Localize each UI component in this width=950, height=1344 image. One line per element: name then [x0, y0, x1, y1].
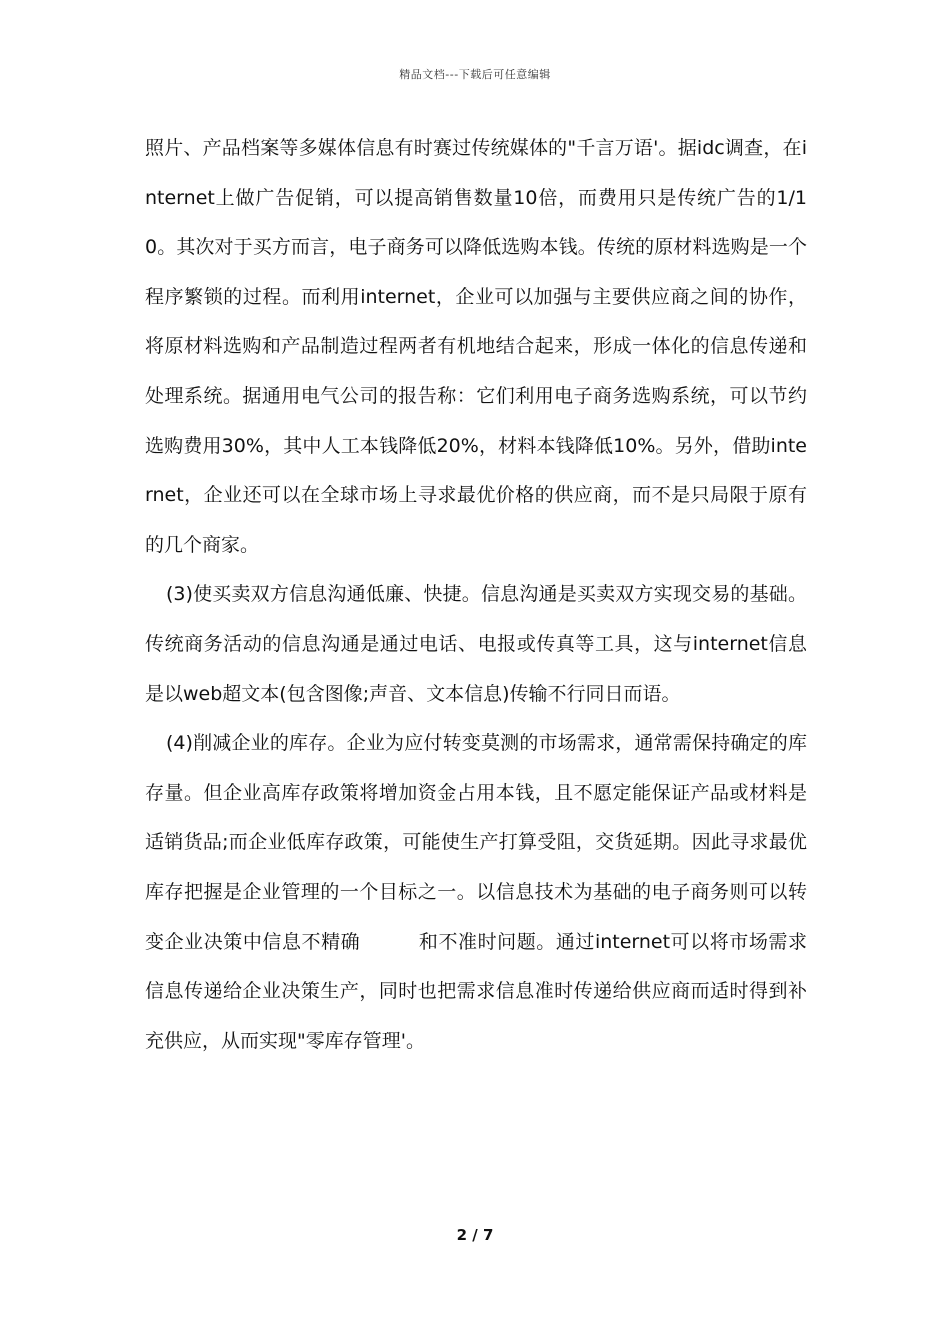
page-number: 2 / 7	[456, 1226, 494, 1244]
page-header: 精品文档---下载后可任意编辑	[399, 68, 551, 81]
document-body	[145, 124, 807, 1066]
paragraph-2: (3)使买卖双方信息沟通低廉、快捷。信息沟通是买卖双方实现交易的基础。传统商务活动的信息沟通是通过电话、电报或传真等工具，这与internet信息是以web超文本(包含图像;声音、文本信息)传输不行同日而语。	[145, 583, 807, 705]
paragraph-3: (4)削减企业的库存。企业为应付转变莫测的市场需求，通常需保持确定的库存量。但企业高库存政策将增加资金占用本钱，且不愿定能保证产品或材料是适销货品;而企业低库存政策，可能使生产打算受阻，交货延期。因此寻求最优库存把握是企业管理的一个目标之一。以信息技术为基础的电子商务则可以转变企业决策中信息不精确 和不准时问题。通过internet可以将市场需求信息传递给企业决策生产，同时也把需求信息准时传递给供应商而适时得到补充供应，从而实现"零库存管理'。	[145, 732, 807, 1052]
paragraph-1: 照片、产品档案等多媒体信息有时赛过传统媒体的"千言万语'。据idc调查，在internet上做广告促销，可以提高销售数量10倍，而费用只是传统广告的1/10。其次对于买方而言，电子商务可以降低选购本钱。传统的原材料选购是一个程序繁锁的过程。而利用internet，企业可以加强与主要供应商之间的协作，将原材料选购和产品制造过程两者有机地结合起来，形成一体化的信息传递和处理系统。据通用电气公司的报告称：它们利用电子商务选购系统，可以节约选购费用30%，其中人工本钱降低20%，材料本钱降低10%。另外，借助internet，企业还可以在全球市场上寻求最优价格的供应商，而不是只局限于原有的几个商家。	[145, 137, 807, 556]
